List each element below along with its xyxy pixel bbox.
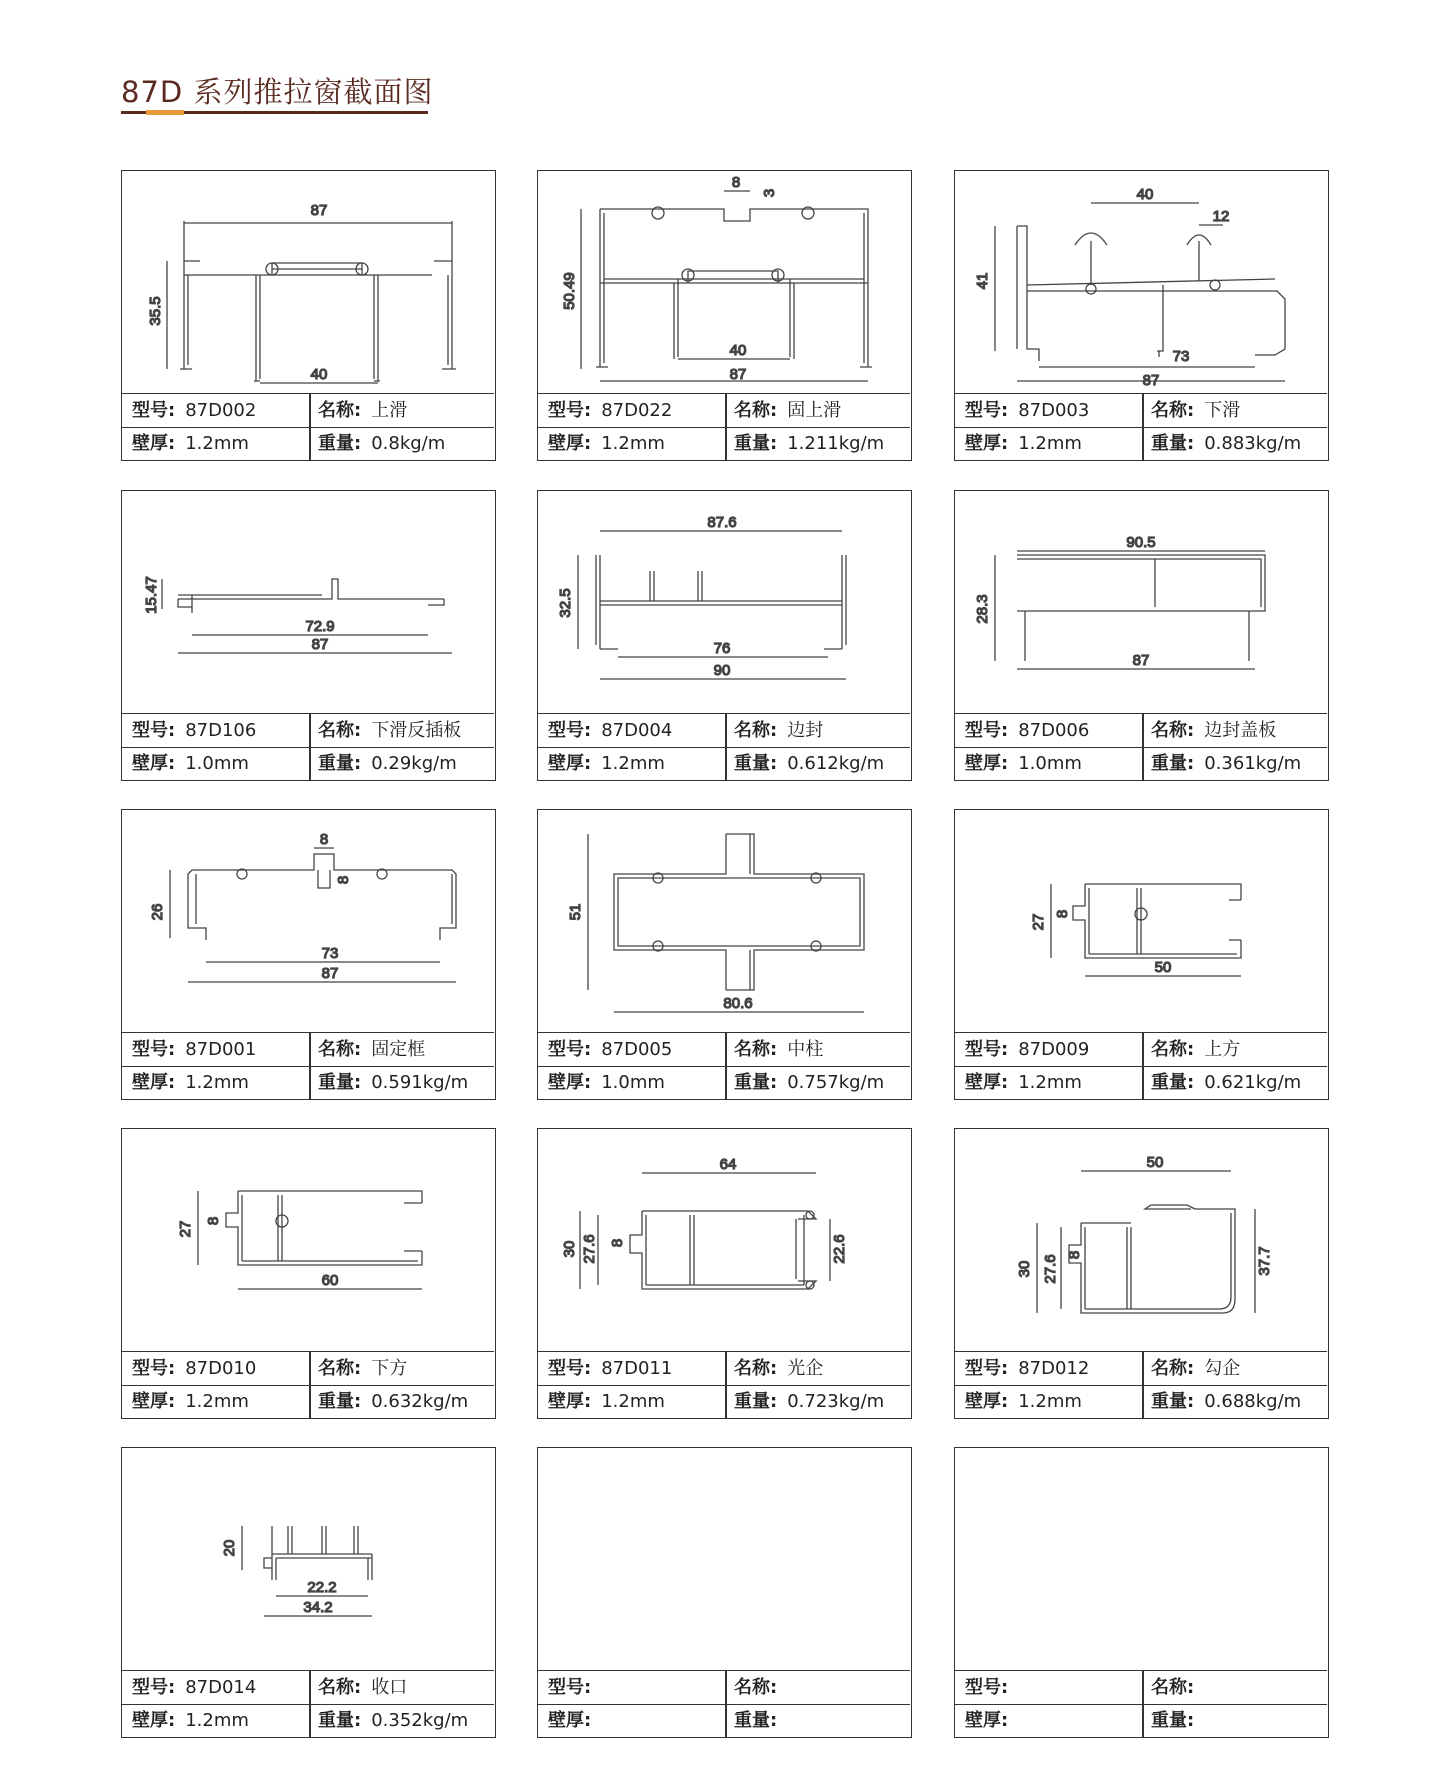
- profile-card-87D014: [121, 1447, 496, 1738]
- model-label: 型号:: [548, 1358, 592, 1379]
- dim-label: 3: [761, 188, 778, 198]
- dim-label: 27: [177, 1220, 194, 1238]
- profile-info-table: [538, 393, 910, 460]
- weight-value: 0.688kg/m: [1204, 1391, 1302, 1412]
- profile-info-table: [122, 393, 494, 460]
- thickness-value: 1.2mm: [1018, 1072, 1082, 1093]
- thickness-label: 壁厚:: [132, 1072, 176, 1093]
- dim-label: 8: [319, 831, 329, 848]
- dim-label: 22.6: [831, 1234, 848, 1264]
- dim-label: 72.9: [305, 618, 335, 635]
- name-value: 边封: [787, 720, 824, 741]
- profile-card-87D022: [537, 170, 912, 461]
- weight-label: 重量:: [734, 1710, 778, 1731]
- weight-value: 0.591kg/m: [371, 1072, 469, 1093]
- dim-label: 8: [1054, 909, 1071, 919]
- dim-label: 12: [1212, 208, 1230, 225]
- dim-label: 50: [1154, 959, 1172, 976]
- dim-label: 80.6: [723, 995, 753, 1012]
- name-label: 名称:: [318, 720, 362, 741]
- name-value: 收口: [371, 1677, 408, 1698]
- profile-info-table: [538, 1670, 910, 1737]
- thickness-value: 1.2mm: [185, 1072, 249, 1093]
- profile-drawing: [538, 810, 910, 1032]
- thickness-value: 1.0mm: [185, 753, 249, 774]
- profile-card-87D009: [954, 809, 1329, 1100]
- weight-label: 重量:: [318, 753, 362, 774]
- name-value: 中柱: [787, 1039, 824, 1060]
- thickness-label: 壁厚:: [548, 1391, 592, 1412]
- dim-label: 60: [321, 1272, 339, 1289]
- profile-drawing: [538, 1129, 910, 1351]
- profile-card-87D002: [121, 170, 496, 461]
- dim-label: 50.49: [561, 272, 578, 310]
- weight-label: 重量:: [1151, 1391, 1195, 1412]
- dim-label: 73: [321, 945, 339, 962]
- profile-drawing: [955, 491, 1327, 713]
- model-value: 87D006: [1018, 720, 1090, 741]
- dim-label: 34.2: [303, 1599, 333, 1616]
- model-label: 型号:: [132, 1677, 176, 1698]
- thickness-label: 壁厚:: [965, 1710, 1009, 1731]
- dim-label: 27: [1030, 913, 1047, 931]
- model-value: 87D014: [185, 1677, 257, 1698]
- model-value: 87D002: [185, 400, 257, 421]
- profile-card-87D011: [537, 1128, 912, 1419]
- dim-label: 50: [1146, 1154, 1164, 1171]
- dim-label: 87.6: [707, 514, 737, 531]
- title-accent-bar: [146, 110, 184, 115]
- dim-label: 90.5: [1126, 534, 1156, 551]
- thickness-value: 1.0mm: [601, 1072, 665, 1093]
- weight-value: 0.29kg/m: [371, 753, 457, 774]
- profile-drawing: [122, 171, 494, 393]
- profile-card-87D003: [954, 170, 1329, 461]
- name-label: 名称:: [1151, 1677, 1195, 1698]
- profile-info-table: [955, 713, 1327, 780]
- name-value: 勾企: [1204, 1358, 1241, 1379]
- profile-info-table: [538, 1351, 910, 1418]
- dim-label: 22.2: [307, 1579, 337, 1596]
- name-label: 名称:: [1151, 1039, 1195, 1060]
- thickness-value: 1.2mm: [185, 433, 249, 454]
- model-label: 型号:: [548, 400, 592, 421]
- thickness-label: 壁厚:: [965, 1391, 1009, 1412]
- model-label: 型号:: [132, 400, 176, 421]
- dim-label: 51: [567, 903, 584, 921]
- model-label: 型号:: [548, 1039, 592, 1060]
- profile-info-table: [538, 1032, 910, 1099]
- weight-label: 重量:: [734, 1072, 778, 1093]
- thickness-value: 1.0mm: [1018, 753, 1082, 774]
- name-label: 名称:: [318, 1677, 362, 1698]
- name-label: 名称:: [734, 1039, 778, 1060]
- thickness-label: 壁厚:: [132, 753, 176, 774]
- weight-value: 1.211kg/m: [787, 433, 885, 454]
- weight-label: 重量:: [734, 1391, 778, 1412]
- dim-label: 73: [1172, 348, 1190, 365]
- profile-drawing: [538, 171, 910, 393]
- thickness-value: 1.2mm: [1018, 1391, 1082, 1412]
- model-value: 87D001: [185, 1039, 257, 1060]
- model-value: 87D004: [601, 720, 673, 741]
- name-label: 名称:: [734, 720, 778, 741]
- model-value: 87D005: [601, 1039, 673, 1060]
- thickness-label: 壁厚:: [965, 433, 1009, 454]
- dim-label: 37.7: [1256, 1246, 1273, 1276]
- model-label: 型号:: [965, 1358, 1009, 1379]
- weight-value: 0.757kg/m: [787, 1072, 885, 1093]
- weight-label: 重量:: [734, 753, 778, 774]
- thickness-label: 壁厚:: [548, 753, 592, 774]
- dim-label: 35.5: [147, 296, 164, 326]
- profile-card-empty: [537, 1447, 912, 1738]
- weight-label: 重量:: [318, 1710, 362, 1731]
- profile-info-table: [122, 1670, 494, 1737]
- dim-label: 28.3: [974, 594, 991, 624]
- thickness-label: 壁厚:: [548, 1072, 592, 1093]
- weight-label: 重量:: [1151, 433, 1195, 454]
- thickness-label: 壁厚:: [132, 433, 176, 454]
- profile-card-empty: [954, 1447, 1329, 1738]
- model-value: 87D106: [185, 720, 257, 741]
- weight-value: 0.352kg/m: [371, 1710, 469, 1731]
- name-label: 名称:: [1151, 1358, 1195, 1379]
- name-value: 光企: [787, 1358, 824, 1379]
- profile-card-87D106: [121, 490, 496, 781]
- profile-drawing: [122, 1129, 494, 1351]
- weight-value: 0.612kg/m: [787, 753, 885, 774]
- dim-label: 40: [729, 342, 747, 359]
- weight-label: 重量:: [318, 1072, 362, 1093]
- profile-info-table: [122, 713, 494, 780]
- dim-label: 8: [609, 1238, 626, 1248]
- name-label: 名称:: [734, 400, 778, 421]
- profile-drawing: [955, 810, 1327, 1032]
- model-value: 87D011: [601, 1358, 673, 1379]
- model-label: 型号:: [548, 1677, 592, 1698]
- dim-label: 87: [729, 366, 747, 383]
- name-label: 名称:: [734, 1677, 778, 1698]
- profile-drawing: [122, 810, 494, 1032]
- weight-value: 0.632kg/m: [371, 1391, 469, 1412]
- weight-label: 重量:: [1151, 1072, 1195, 1093]
- name-label: 名称:: [318, 1039, 362, 1060]
- profile-drawing: [122, 1448, 494, 1670]
- dim-label: 76: [713, 640, 731, 657]
- thickness-value: 1.2mm: [601, 1391, 665, 1412]
- profile-card-87D012: [954, 1128, 1329, 1419]
- dim-label: 30: [561, 1240, 578, 1258]
- name-value: 下滑反插板: [371, 720, 462, 741]
- dim-label: 87: [310, 202, 328, 219]
- weight-value: 0.361kg/m: [1204, 753, 1302, 774]
- thickness-value: 1.2mm: [601, 433, 665, 454]
- model-label: 型号:: [965, 1039, 1009, 1060]
- profile-drawing: [955, 171, 1327, 393]
- dim-label: 27.6: [581, 1234, 598, 1264]
- profile-card-87D004: [537, 490, 912, 781]
- profile-card-87D006: [954, 490, 1329, 781]
- thickness-value: 1.2mm: [601, 753, 665, 774]
- profile-drawing-empty: [955, 1448, 1327, 1670]
- model-value: 87D022: [601, 400, 673, 421]
- dim-label: 20: [221, 1539, 238, 1557]
- model-label: 型号:: [965, 400, 1009, 421]
- profile-info-table: [538, 713, 910, 780]
- weight-label: 重量:: [1151, 753, 1195, 774]
- page-title: 87D 系列推拉窗截面图: [121, 75, 434, 109]
- name-value: 下滑: [1204, 400, 1241, 421]
- dim-label: 64: [719, 1156, 737, 1173]
- model-label: 型号:: [965, 720, 1009, 741]
- model-label: 型号:: [965, 1677, 1009, 1698]
- weight-label: 重量:: [1151, 1710, 1195, 1731]
- thickness-value: 1.2mm: [185, 1710, 249, 1731]
- dim-label: 41: [974, 272, 991, 290]
- profile-info-table: [122, 1032, 494, 1099]
- dim-label: 90: [713, 662, 731, 679]
- weight-value: 0.723kg/m: [787, 1391, 885, 1412]
- name-label: 名称:: [1151, 400, 1195, 421]
- profile-info-table: [955, 1032, 1327, 1099]
- thickness-value: 1.2mm: [1018, 433, 1082, 454]
- name-value: 固定框: [371, 1039, 426, 1060]
- name-value: 上滑: [371, 400, 408, 421]
- profile-drawing-empty: [538, 1448, 910, 1670]
- model-label: 型号:: [548, 720, 592, 741]
- dim-label: 87: [311, 636, 329, 653]
- name-value: 下方: [371, 1358, 408, 1379]
- profile-info-table: [955, 393, 1327, 460]
- dim-label: 8: [1066, 1250, 1083, 1260]
- dim-label: 8: [731, 174, 741, 191]
- dim-label: 87: [321, 965, 339, 982]
- profile-info-table: [955, 1351, 1327, 1418]
- thickness-label: 壁厚:: [132, 1710, 176, 1731]
- weight-label: 重量:: [734, 433, 778, 454]
- dim-label: 87: [1142, 372, 1160, 389]
- dim-label: 30: [1016, 1260, 1033, 1278]
- profile-card-87D010: [121, 1128, 496, 1419]
- profile-card-87D005: [537, 809, 912, 1100]
- model-value: 87D010: [185, 1358, 257, 1379]
- weight-label: 重量:: [318, 1391, 362, 1412]
- model-label: 型号:: [132, 1358, 176, 1379]
- name-label: 名称:: [318, 1358, 362, 1379]
- profile-info-table: [955, 1670, 1327, 1737]
- profile-drawing: [122, 491, 494, 713]
- profile-info-table: [122, 1351, 494, 1418]
- name-label: 名称:: [1151, 720, 1195, 741]
- weight-value: 0.621kg/m: [1204, 1072, 1302, 1093]
- model-label: 型号:: [132, 1039, 176, 1060]
- dim-label: 32.5: [557, 588, 574, 618]
- dim-label: 8: [335, 875, 352, 885]
- weight-value: 0.883kg/m: [1204, 433, 1302, 454]
- profile-drawing: [955, 1129, 1327, 1351]
- name-value: 上方: [1204, 1039, 1241, 1060]
- name-label: 名称:: [318, 400, 362, 421]
- profile-drawing: [538, 491, 910, 713]
- dim-label: 15.47: [143, 576, 160, 614]
- name-label: 名称:: [734, 1358, 778, 1379]
- thickness-label: 壁厚:: [548, 1710, 592, 1731]
- weight-label: 重量:: [318, 433, 362, 454]
- dim-label: 40: [310, 366, 328, 383]
- model-value: 87D012: [1018, 1358, 1090, 1379]
- dim-label: 26: [149, 903, 166, 921]
- dim-label: 27.6: [1042, 1254, 1059, 1284]
- model-label: 型号:: [132, 720, 176, 741]
- dim-label: 8: [205, 1216, 222, 1226]
- dim-label: 40: [1136, 186, 1154, 203]
- weight-value: 0.8kg/m: [371, 433, 446, 454]
- name-value: 固上滑: [787, 400, 842, 421]
- thickness-label: 壁厚:: [132, 1391, 176, 1412]
- profile-card-87D001: [121, 809, 496, 1100]
- thickness-label: 壁厚:: [548, 433, 592, 454]
- thickness-value: 1.2mm: [185, 1391, 249, 1412]
- model-value: 87D003: [1018, 400, 1090, 421]
- model-value: 87D009: [1018, 1039, 1090, 1060]
- dim-label: 87: [1132, 652, 1150, 669]
- name-value: 边封盖板: [1204, 720, 1277, 741]
- thickness-label: 壁厚:: [965, 1072, 1009, 1093]
- thickness-label: 壁厚:: [965, 753, 1009, 774]
